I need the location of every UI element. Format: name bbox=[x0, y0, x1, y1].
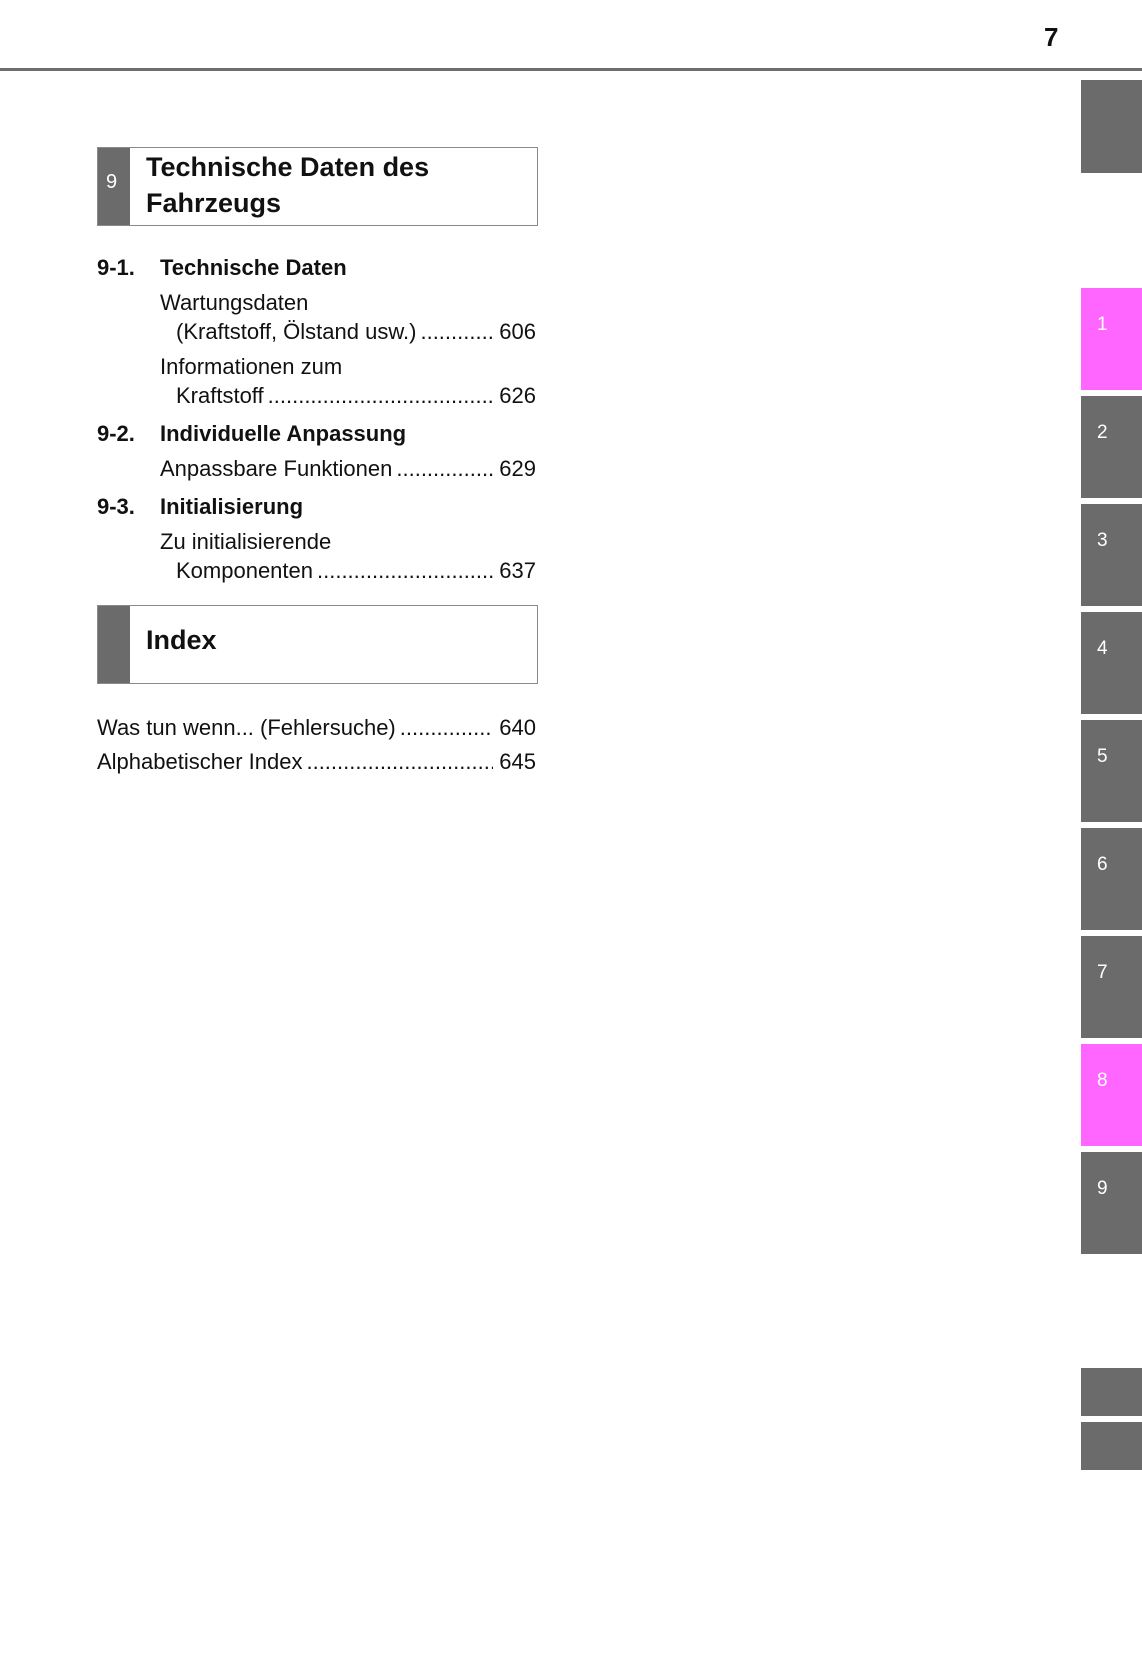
chapter-title-line2: Fahrzeugs bbox=[146, 188, 282, 218]
dot-leader bbox=[396, 455, 493, 483]
toc-entry[interactable] bbox=[97, 714, 536, 742]
page-ref: 606 bbox=[499, 319, 536, 344]
dot-leader bbox=[306, 748, 493, 776]
side-tab-6-label: 6 bbox=[1097, 854, 1108, 875]
section-title[interactable]: Individuelle Anpassung bbox=[160, 421, 407, 446]
side-tab-5[interactable] bbox=[1081, 720, 1142, 822]
index-header bbox=[97, 605, 538, 684]
chapter-number-strip bbox=[98, 148, 130, 225]
section-title[interactable]: Technische Daten bbox=[160, 255, 347, 280]
side-tab-9[interactable] bbox=[1081, 1152, 1142, 1254]
toc-entry[interactable] bbox=[176, 318, 536, 346]
side-tab-top[interactable] bbox=[1081, 80, 1142, 173]
toc-entry-label: Alphabetischer Index bbox=[97, 749, 303, 774]
section-title[interactable]: Initialisierung bbox=[160, 494, 304, 519]
side-tab-4[interactable] bbox=[1081, 612, 1142, 714]
side-tab-8[interactable] bbox=[1081, 1044, 1142, 1146]
page-ref: 640 bbox=[499, 715, 536, 740]
side-tab-8-label: 8 bbox=[1097, 1070, 1108, 1091]
toc-entry-label: Anpassbare Funktionen bbox=[160, 456, 393, 481]
page-ref: 629 bbox=[499, 456, 536, 481]
toc-entry[interactable] bbox=[176, 382, 536, 410]
dot-leader bbox=[317, 557, 493, 585]
section-number: 9-2. bbox=[97, 421, 135, 446]
side-tab-1[interactable] bbox=[1081, 288, 1142, 390]
side-tab-5-label: 5 bbox=[1097, 746, 1108, 767]
dot-leader bbox=[400, 714, 494, 742]
side-tab-bottom-1[interactable] bbox=[1081, 1368, 1142, 1416]
chapter-9-header bbox=[97, 147, 538, 226]
chapter-title-line1: Technische Daten des bbox=[146, 152, 430, 182]
side-tab-4-label: 4 bbox=[1097, 638, 1108, 659]
header-rule bbox=[0, 68, 1142, 71]
side-tab-9-label: 9 bbox=[1097, 1178, 1108, 1199]
index-title: Index bbox=[146, 625, 217, 655]
side-tab-2[interactable] bbox=[1081, 396, 1142, 498]
index-strip bbox=[98, 606, 130, 683]
toc-entry[interactable] bbox=[97, 748, 536, 776]
toc-entry-line1[interactable]: Zu initialisierende bbox=[160, 529, 332, 554]
chapter-number: 9 bbox=[106, 171, 118, 193]
toc-entry-label: (Kraftstoff, Ölstand usw.) bbox=[176, 319, 417, 344]
dot-leader bbox=[268, 382, 494, 410]
side-tab-bottom-2[interactable] bbox=[1081, 1422, 1142, 1470]
side-tab-2-label: 2 bbox=[1097, 422, 1108, 443]
toc-entry-label: Kraftstoff bbox=[176, 383, 264, 408]
toc-entry-label: Komponenten bbox=[176, 558, 313, 583]
side-tab-7-label: 7 bbox=[1097, 962, 1108, 983]
dot-leader bbox=[420, 318, 493, 346]
toc-entry[interactable] bbox=[160, 455, 536, 483]
side-tab-1-label: 1 bbox=[1097, 314, 1108, 335]
page-ref: 637 bbox=[499, 558, 536, 583]
section-number: 9-3. bbox=[97, 494, 135, 519]
toc-entry[interactable] bbox=[176, 557, 536, 585]
side-tab-3-label: 3 bbox=[1097, 530, 1108, 551]
page-ref: 645 bbox=[499, 749, 536, 774]
side-tab-7[interactable] bbox=[1081, 936, 1142, 1038]
page-number: 7 bbox=[1044, 22, 1059, 52]
page-ref: 626 bbox=[499, 383, 536, 408]
toc-entry-line1[interactable]: Wartungsdaten bbox=[160, 290, 309, 315]
side-tab-6[interactable] bbox=[1081, 828, 1142, 930]
toc-entry-label: Was tun wenn... (Fehlersuche) bbox=[97, 715, 396, 740]
side-tab-3[interactable] bbox=[1081, 504, 1142, 606]
toc-entry-line1[interactable]: Informationen zum bbox=[160, 354, 343, 379]
section-number: 9-1. bbox=[97, 255, 135, 280]
